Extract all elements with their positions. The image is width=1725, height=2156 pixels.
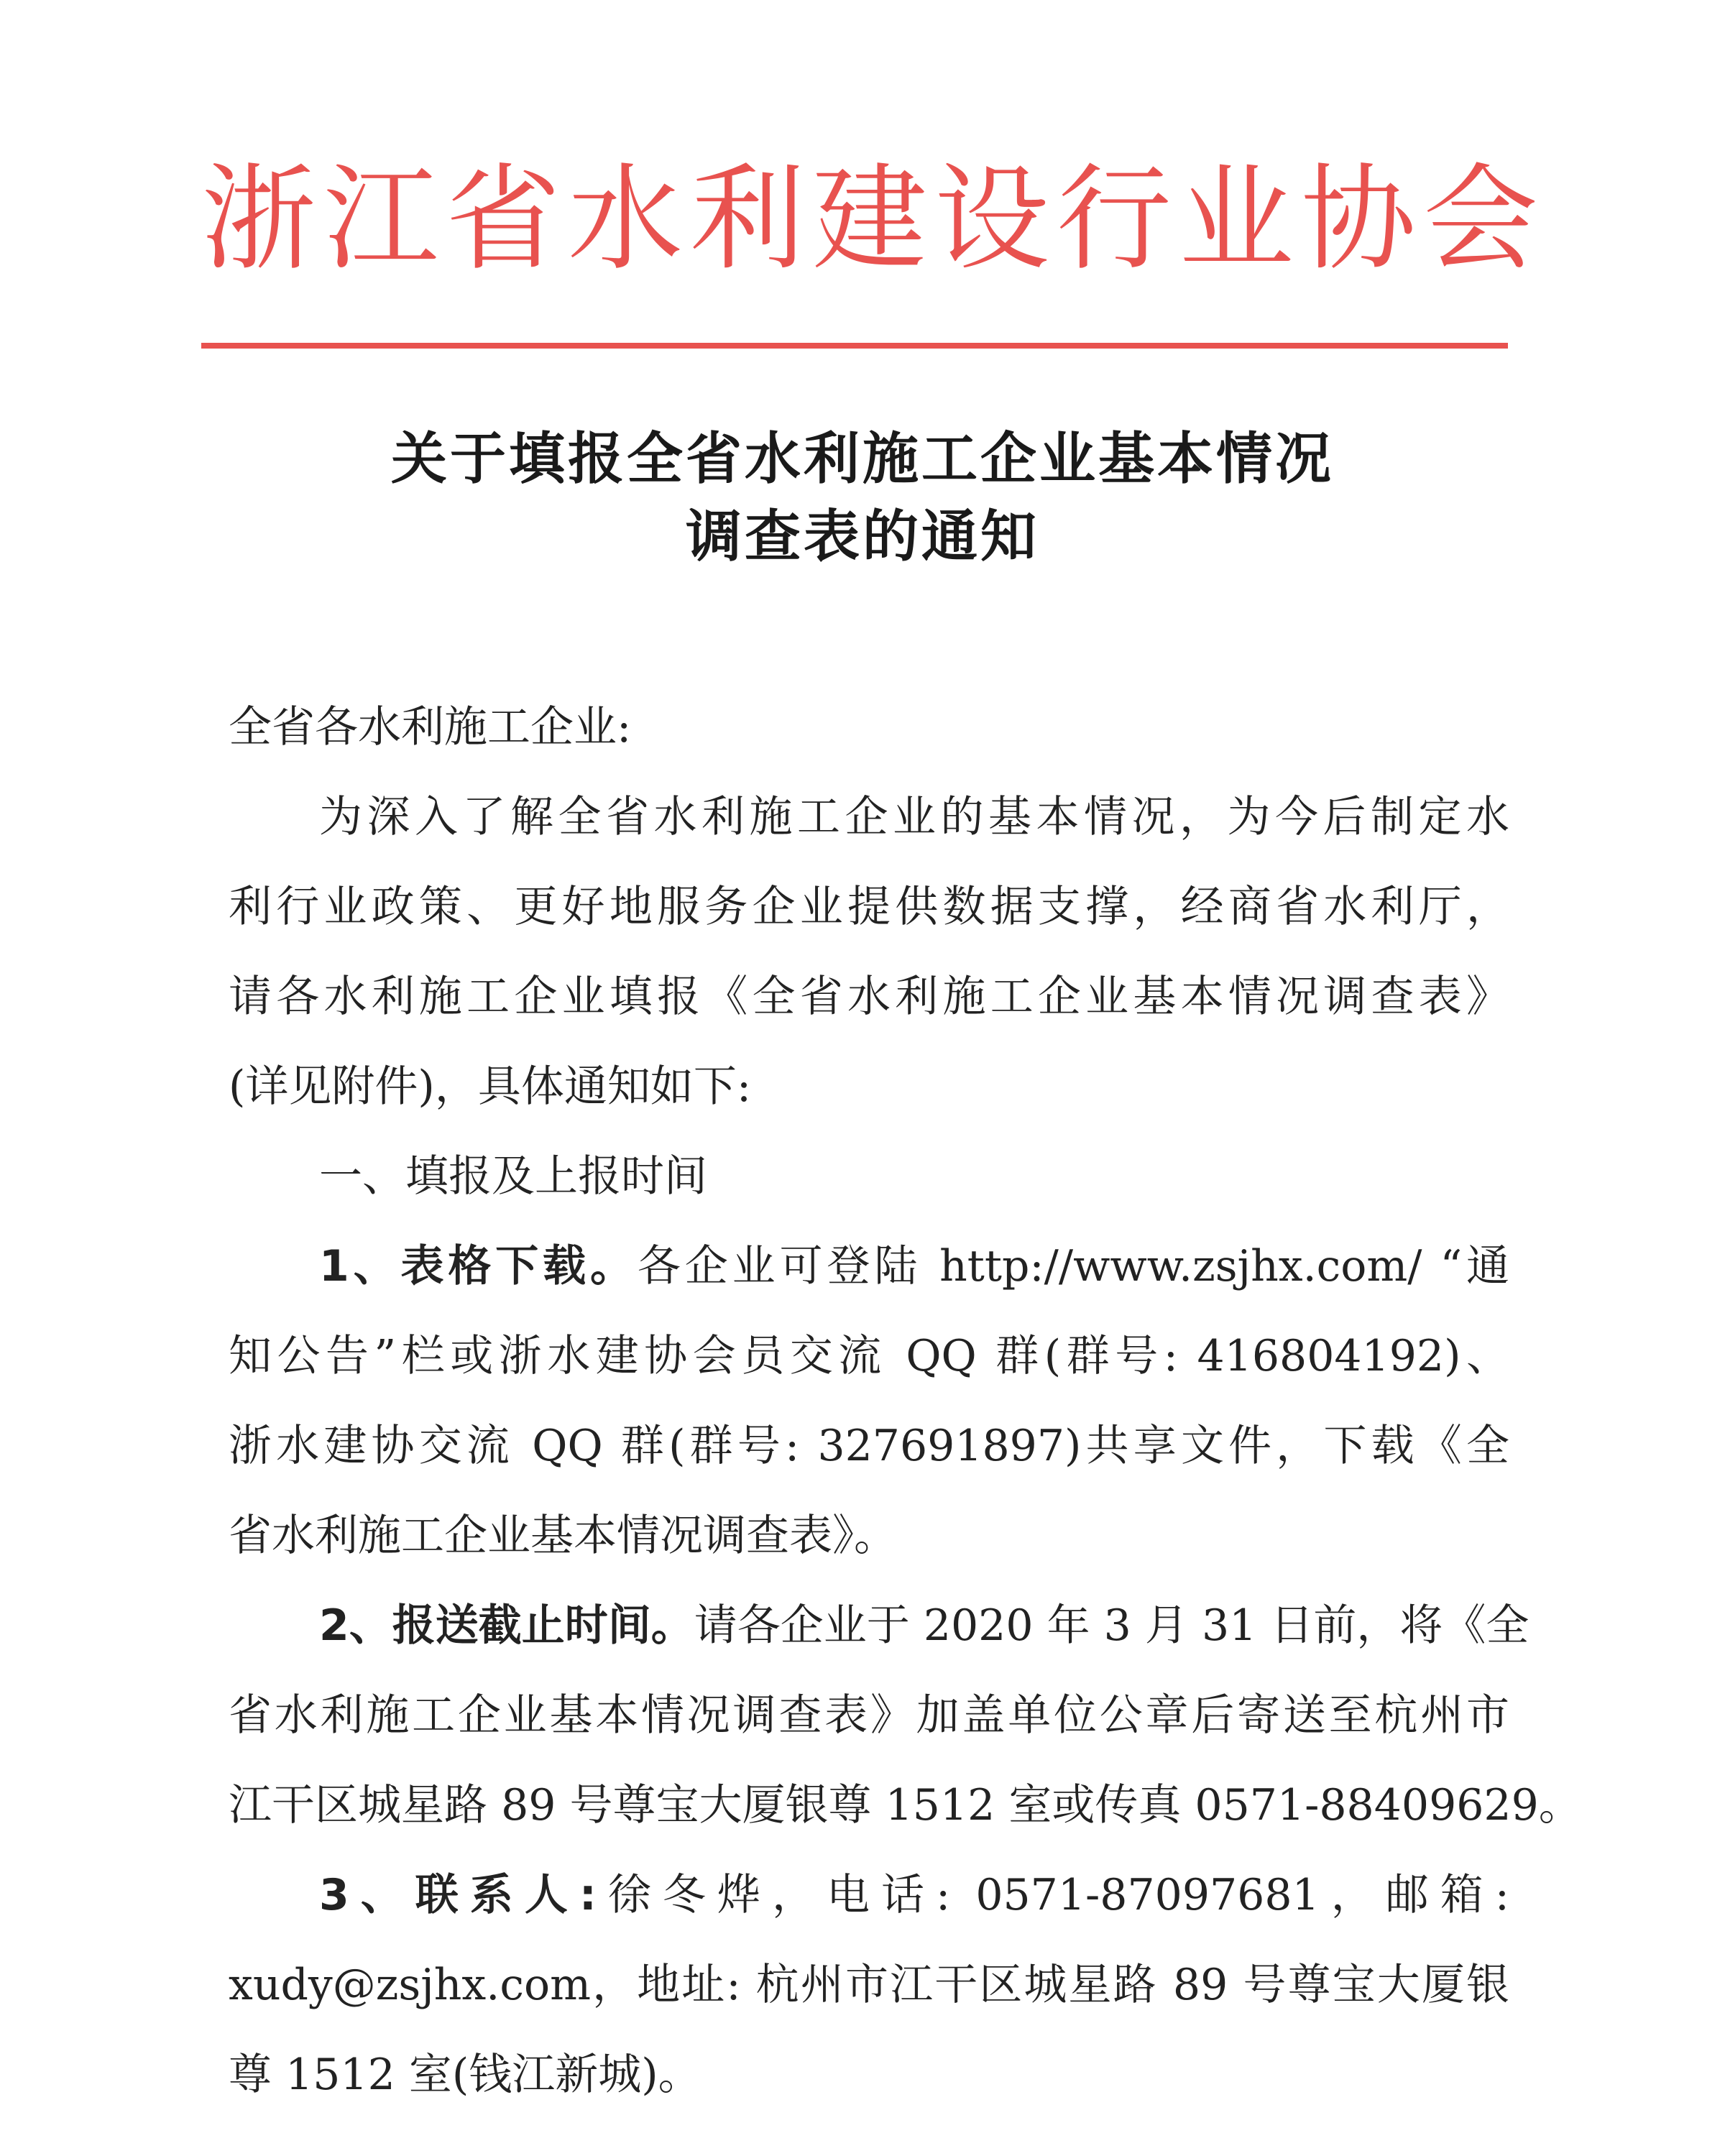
intro-line-4: (详见附件)，具体通知如下:: [229, 1061, 752, 1112]
item-1-label: 1、表格下载。: [319, 1241, 638, 1291]
item-3-line-1: [229, 1851, 1509, 1940]
title-line-2: 调查表的通知: [685, 505, 1039, 569]
item-1-line-3: 浙水建协交流 QQ 群(群号: 327691897)共享文件，下载《全: [229, 1421, 1509, 1471]
item-3-label: 3、联系人:: [319, 1870, 597, 1920]
letterhead-org-name: 浙江省水利建设行业协会: [201, 152, 1546, 286]
salutation: 全省各水利施工企业:: [229, 702, 632, 752]
item-3-line-3: 尊 1512 室(钱江新城)。: [229, 2050, 702, 2100]
intro-line-3: 请各水利施工企业填报《全省水利施工企业基本情况调查表》: [229, 972, 1509, 1022]
title-line-1: 关于填报全省水利施工企业基本情况: [390, 427, 1334, 492]
item-2-text-1: 请各企业于 2020 年 3 月 31 日前，将《全: [694, 1600, 1530, 1651]
item-2-line-3: 江干区城星路 89 号尊宝大厦银尊 1512 室或传真 0571-88409629。: [229, 1780, 1582, 1830]
item-2-label: 2、报送截止时间。: [319, 1600, 694, 1651]
item-1-line-1: [229, 1222, 1509, 1312]
item-2-line-1: [229, 1581, 1530, 1671]
intro-line-2: 利行业政策、更好地服务企业提供数据支撑，经商省水利厅，: [229, 882, 1509, 932]
section-1-heading: 一、填报及上报时间: [319, 1151, 707, 1202]
item-1-text-1: 各企业可登陆 http://www.zsjhx.com/ “通: [637, 1241, 1510, 1291]
intro-line-1: 为深入了解全省水利施工企业的基本情况，为今后制定水: [319, 792, 1509, 842]
letterhead-red-rule: [201, 343, 1508, 349]
item-2-line-2: 省水利施工企业基本情况调查表》加盖单位公章后寄送至杭州市: [229, 1690, 1509, 1741]
item-3-line-2: xudy@zsjhx.com，地址: 杭州市江干区城星路 89 号尊宝大厦银: [229, 1960, 1509, 2010]
item-1-line-4: 省水利施工企业基本情况调查表》。: [229, 1511, 897, 1561]
document-body: [229, 683, 1582, 2120]
item-1-line-2: 知公告”栏或浙水建协会员交流 QQ 群(群号: 416804192)、: [229, 1331, 1509, 1381]
item-3-text-1: 徐冬烨，电话: 0571-87097681，邮箱:: [596, 1870, 1509, 1920]
document-title: [216, 420, 1509, 576]
